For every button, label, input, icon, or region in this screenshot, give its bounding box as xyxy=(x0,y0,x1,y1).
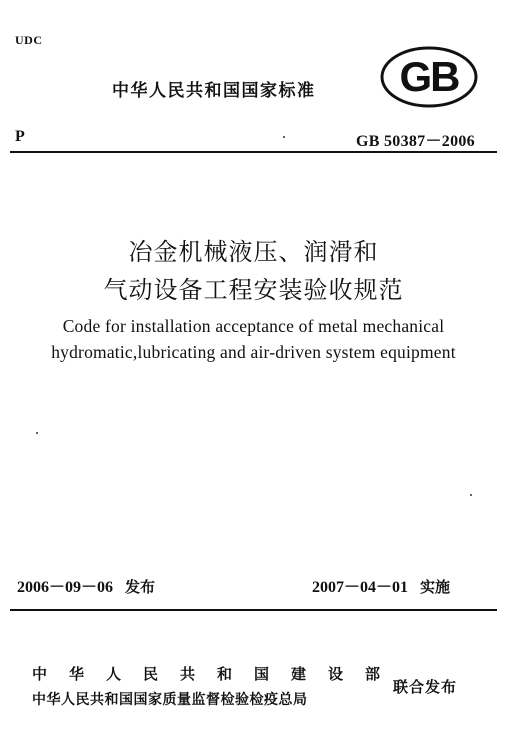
implement-word: 实施 xyxy=(420,578,451,596)
issuer-ministry: 中华人民共和国建设部 xyxy=(32,665,403,683)
gb-logo-text: GB xyxy=(399,53,459,100)
udc-label: UDC xyxy=(15,33,43,47)
issue-date: 2006－09－06 xyxy=(17,579,114,596)
issue-date-block xyxy=(17,574,155,597)
print-speck xyxy=(283,136,285,138)
bottom-divider xyxy=(10,609,497,611)
implement-date-block xyxy=(312,574,450,597)
title-cn-line-1: 冶金机械液压、润滑和 xyxy=(128,238,379,266)
print-speck xyxy=(470,494,472,496)
joint-issue-label: 联合发布 xyxy=(393,678,458,696)
top-divider xyxy=(10,151,497,153)
standard-number: GB 50387－2006 xyxy=(355,133,475,150)
gb-logo-icon xyxy=(380,46,478,108)
title-en-line-2: hydromatic,lubricating and air-driven system equipment xyxy=(51,342,456,362)
title-cn-line-2: 气动设备工程安装验收规范 xyxy=(103,276,404,304)
print-speck xyxy=(36,432,38,434)
issuer-aqsiq: 中华人民共和国国家质量监督检验检疫总局 xyxy=(32,692,308,708)
issue-word: 发布 xyxy=(125,578,156,596)
standard-title: 中华人民共和国国家标准 xyxy=(112,81,316,101)
implement-date: 2007－04－01 xyxy=(312,579,409,596)
classification-code: P xyxy=(15,128,25,145)
title-en-line-1: Code for installation acceptance of metal mechanical xyxy=(62,316,445,336)
